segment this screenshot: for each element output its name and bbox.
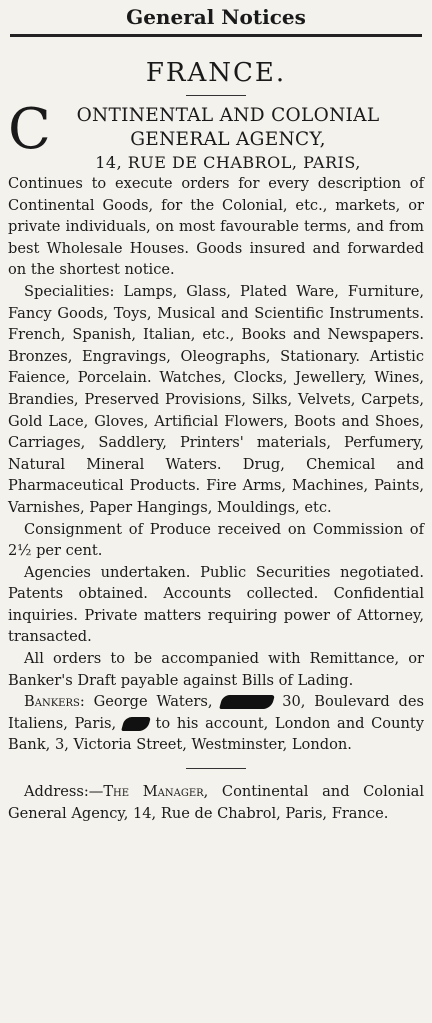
drop-cap: C	[8, 97, 51, 162]
agency-heading	[6, 97, 426, 173]
orders-paragraph: All orders to be accompanied with Remittance, or Banker's Draft payable against Bills of Lading.	[8, 650, 424, 689]
address-manager: The Manager,	[103, 783, 209, 801]
address-text: Continental and Colonial General Agency, 14, Rue de Chabrol, Paris, France.	[8, 783, 424, 822]
agency-street: 14, RUE DE CHABROL, PARIS,	[95, 153, 361, 172]
bankers-address: 30, Boulevard des Italiens, Paris,	[8, 693, 425, 732]
country-rule	[186, 95, 246, 96]
address-paragraph	[8, 781, 424, 824]
bankers-paragraph	[8, 691, 424, 756]
header-rule	[10, 34, 422, 37]
agency-title-line1: ONTINENTAL AND COLONIAL	[76, 105, 380, 126]
consignment-paragraph: Consignment of Produce received on Commission of 2½ per cent.	[8, 520, 424, 560]
agencies-paragraph: Agencies undertaken. Public Securities negotiated. Patents obtained. Accounts collected. Confidential inquiries. Private matters requiring power of Attorney, transacted.	[8, 563, 424, 646]
agency-title-line2: GENERAL AGENCY,	[130, 129, 326, 150]
ink-blot-2	[121, 717, 151, 731]
address-label: Address:—	[24, 783, 104, 801]
bankers-label: Bankers:	[24, 693, 85, 711]
intro-paragraph: Continues to execute orders for every description of Continental Goods, for the Colonial, etc., markets, or private individuals, on most favourable terms, and from best Wholesale Houses. Goods insured and forwarded on the shortest notice.	[8, 175, 424, 279]
bankers-name: George Waters,	[93, 693, 213, 711]
closing-rule	[186, 768, 246, 769]
ink-blot	[219, 695, 275, 709]
address-block	[6, 781, 426, 824]
notice-body	[6, 173, 426, 756]
bankers-account: to his account, London and County Bank, 3, Victoria Street, Westminster, London.	[8, 714, 424, 754]
country-heading: FRANCE.	[145, 58, 287, 88]
specialities-paragraph: Specialities: Lamps, Glass, Plated Ware, Furniture, Fancy Goods, Toys, Musical and Scientific Instruments. French, Spanish, Italian, etc., Books and Newspapers. Bronzes, Engravings, Oleographs, Stationary. Artistic Faience, Porcelain. Watches, Clocks, Jewellery, Wines, Brandies, Preserved Provisions, Silks, Velvets, Carpets, Gold Lace, Gloves, Artificial Flowers, Boots and Shoes, Carriages, Saddlery, Printers' materials, Perfumery, Natural Mineral Waters. Drug, Chemical and Pharmaceutical Products. Fire Arms, Machines, Paints, Varnishes, Paper Hangings, Mouldings, etc.	[8, 282, 424, 516]
section-title: General Notices	[126, 5, 306, 29]
